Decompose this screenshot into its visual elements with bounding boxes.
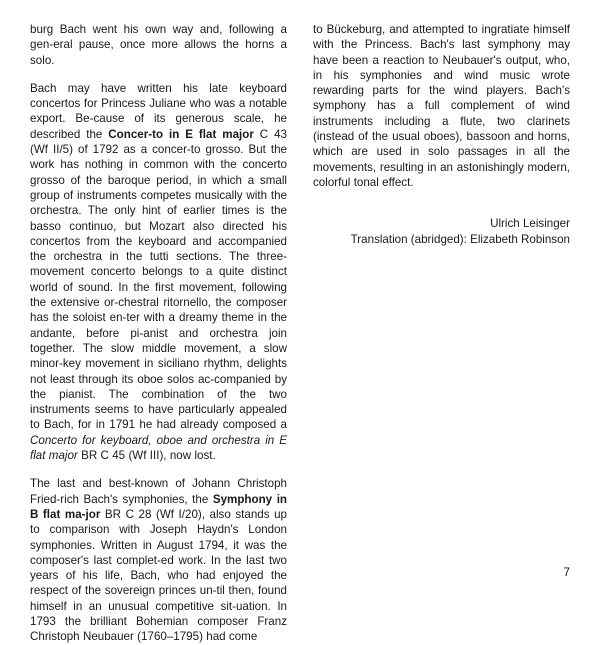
text-run: Concerto for keyboard, oboe and orchestra in E flat major <box>30 433 287 463</box>
text-run: The last and best-known of Johann Christoph Fried-rich Bach's symphonies, the <box>30 477 287 506</box>
text-run: Bach may have written his late keyboard concertos for Princess Juliane who was a notable export. Be-cause of its generous scale, he described the <box>30 81 287 141</box>
text-run: BR C 28 (Wf I/20), also stands up to comparison with Joseph Haydn's London symphonies. Written in August 1794, it was the composer's last complet-ed work. In the last two years of his life, Bach, who had enjoyed the respect of the sovereign princes un-til then, found himself in an unusual competitive sit-uation. In 1793 the brilliant Bohemian composer Franz Christoph Neubauer (1760–1795) had come <box>30 507 287 644</box>
paragraph <box>30 476 287 644</box>
page-number: 7 <box>563 566 570 579</box>
translator-credit: Translation (abridged): Elizabeth Robinson <box>350 232 570 246</box>
paragraph <box>30 22 287 68</box>
left-column <box>30 22 287 645</box>
text-run: Symphony in B flat ma-jor <box>30 492 287 521</box>
text-run: C 43 (Wf II/5) of 1792 as a concer-to grosso. But the work has nothing in common with the concerto grosso of the baroque period, in which a small group of instruments competes musically with the orchestra. The only hint of earlier times is the basso continuo, but Mozart also directed his concertos from the keyboard and accompanied the orchestra in the tutti sections. The three-movement concerto belongs to a quite distinct world of sound. In the first movement, following the extensive or-chestral ritornello, the composer has the soloist en-ter with a dreamy theme in the andante, before pi-anist and orchestra join together. The slow middle movement, a slow minor-key movement in siciliano rhythm, delights not least through its oboe solos ac-companied by the pianist. The combination of the two instruments seems to have particularly appealed to Bach, for in 1791 he had already composed a <box>30 127 288 432</box>
two-column-layout <box>30 22 570 645</box>
paragraph <box>30 81 287 463</box>
paragraph <box>313 22 570 190</box>
author-name: Ulrich Leisinger <box>490 217 570 231</box>
right-column <box>313 22 570 247</box>
text-run: burg Bach went his own way and, following a gen-eral pause, once more allows the horns a solo. <box>30 23 287 67</box>
signature-block <box>313 216 570 247</box>
text-run: to Bückeburg, and attempted to ingratiate himself with the Princess. Bach's last symphony may have been a reaction to Neubauer's output, who, in his symphonies and wind music wrote rewarding parts for the wind players. Bach's symphony has a full complement of wind instruments including a flute, two clarinets (instead of the usual oboes), bassoon and horns, which are used in solo passages in all the movements, resulting in an astonishingly modern, colorful tonal effect. <box>313 23 570 189</box>
text-run: Concer-to in E flat major <box>108 127 254 141</box>
text-run: BR C 45 (Wf III), now lost. <box>77 449 216 463</box>
